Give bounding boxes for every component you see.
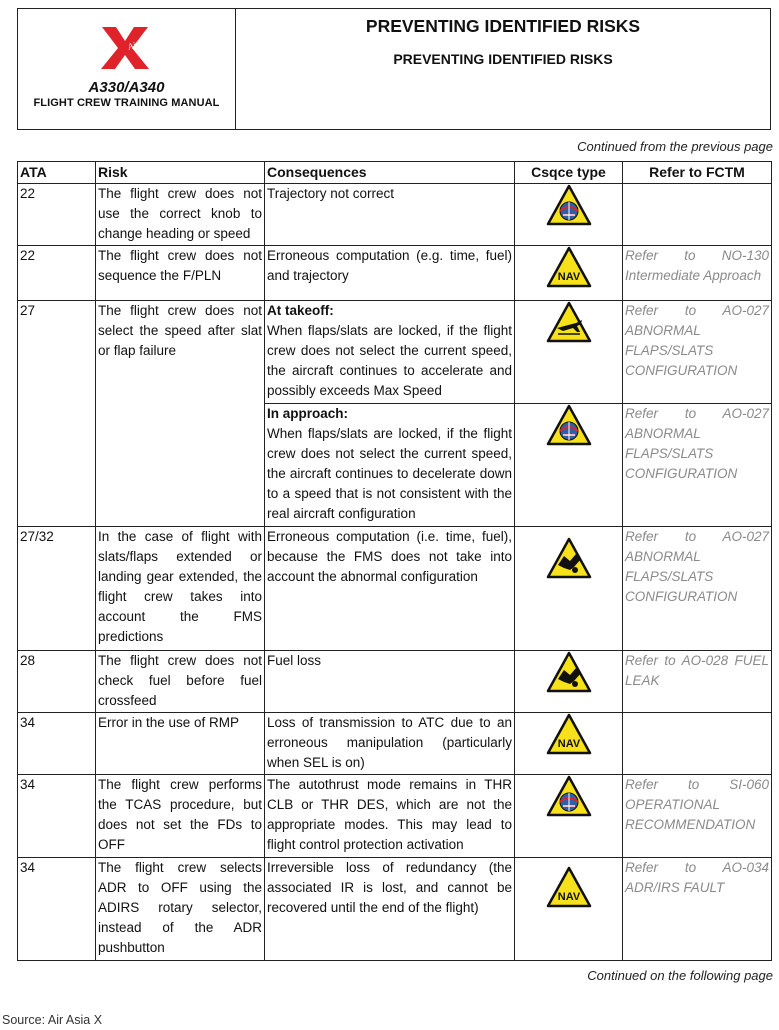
airasia-logo-icon bbox=[96, 23, 158, 73]
refer-cell: Refer to AO-027 ABNORMAL FLAPS/SLATS CONFIGURATION bbox=[623, 404, 772, 527]
risk-cell: The flight crew does not sequence the F/PLN bbox=[96, 246, 265, 301]
aircraft-overspeed-icon bbox=[546, 301, 592, 343]
consequence-cell: Erroneous computation (i.e. time, fuel), because the FMS does not take into account the abnormal configuration bbox=[265, 527, 515, 651]
ata-cell: 27 bbox=[18, 301, 96, 527]
globe-warning-icon bbox=[546, 404, 592, 446]
risk-cell: The flight crew does not check fuel before fuel crossfeed bbox=[96, 651, 265, 713]
table-row bbox=[18, 775, 772, 858]
refer-cell: Refer to AO-034 ADR/IRS FAULT bbox=[623, 858, 772, 961]
type-cell bbox=[515, 713, 623, 775]
globe-warning-icon bbox=[546, 184, 592, 226]
col-header-refer: Refer to FCTM bbox=[623, 162, 772, 184]
table-row bbox=[18, 858, 772, 961]
page-title: PREVENTING IDENTIFIED RISKS bbox=[365, 16, 641, 36]
ata-cell: 28 bbox=[18, 651, 96, 713]
refer-cell bbox=[623, 713, 772, 775]
consequence-cell bbox=[265, 404, 515, 527]
page-subtitle: PREVENTING IDENTIFIED RISKS bbox=[393, 51, 613, 67]
globe-warning-icon bbox=[546, 775, 592, 817]
consequence-text: When flaps/slats are locked, if the flight crew does not select the current speed, the aircraft continues to accelerate and possibly exceeds Max Speed bbox=[267, 323, 512, 398]
table-header-row bbox=[18, 162, 772, 184]
refer-cell: Refer to AO-027 ABNORMAL FLAPS/SLATS CONFIGURATION bbox=[623, 527, 772, 651]
consequence-text: When flaps/slats are locked, if the flight crew does not select the current speed, the aircraft continues to decelerate down to a speed that is not consistent with the real aircraft configuration bbox=[267, 426, 512, 521]
ata-cell: 27/32 bbox=[18, 527, 96, 651]
nav-warning-icon bbox=[546, 866, 592, 908]
risk-cell: Error in the use of RMP bbox=[96, 713, 265, 775]
refer-cell: Refer to AO-028 FUEL LEAK bbox=[623, 651, 772, 713]
type-cell bbox=[515, 527, 623, 651]
risks-table bbox=[17, 161, 772, 961]
refer-cell: Refer to AO-027 ABNORMAL FLAPS/SLATS CONFIGURATION bbox=[623, 301, 772, 404]
table-row bbox=[18, 246, 772, 301]
col-header-type: Csqce type bbox=[515, 162, 623, 184]
risk-cell: The flight crew does not use the correct knob to change heading or speed bbox=[96, 184, 265, 246]
fuel-drop-icon bbox=[546, 651, 592, 693]
aircraft-model: A330/A340 bbox=[88, 79, 165, 96]
document-header bbox=[17, 8, 771, 130]
consequence-cell: Erroneous computation (e.g. time, fuel) and trajectory bbox=[265, 246, 515, 301]
risk-cell: The flight crew does not select the speed after slat or flap failure bbox=[96, 301, 265, 527]
risk-cell: The flight crew performs the TCAS procedure, but does not set the FDs to OFF bbox=[96, 775, 265, 858]
ata-cell: 34 bbox=[18, 775, 96, 858]
consequence-cell bbox=[265, 301, 515, 404]
consequence-heading: At takeoff: bbox=[267, 303, 334, 318]
table-row bbox=[18, 184, 772, 246]
type-cell bbox=[515, 184, 623, 246]
table-row bbox=[18, 651, 772, 713]
type-cell bbox=[515, 246, 623, 301]
logo-box bbox=[18, 9, 236, 129]
logo-text: Air Asia bbox=[126, 32, 158, 52]
table-row bbox=[18, 527, 772, 651]
ata-cell: 34 bbox=[18, 858, 96, 961]
risk-cell: The flight crew selects ADR to OFF using the ADIRS rotary selector, instead of the ADR pushbutton bbox=[96, 858, 265, 961]
fuel-drop-icon bbox=[546, 537, 592, 579]
type-cell bbox=[515, 651, 623, 713]
ata-cell: 22 bbox=[18, 184, 96, 246]
table-row bbox=[18, 713, 772, 775]
consequence-cell: Trajectory not correct bbox=[265, 184, 515, 246]
continued-from-note: Continued from the previous page bbox=[577, 139, 773, 154]
type-cell bbox=[515, 301, 623, 404]
col-header-ata: ATA bbox=[18, 162, 96, 184]
risk-cell: In the case of flight with slats/flaps extended or landing gear extended, the flight crew takes into account the FMS predictions bbox=[96, 527, 265, 651]
consequence-cell: Fuel loss bbox=[265, 651, 515, 713]
col-header-consequences: Consequences bbox=[265, 162, 515, 184]
refer-cell: Refer to NO-130 Intermediate Approach bbox=[623, 246, 772, 301]
consequence-heading: In approach: bbox=[267, 406, 349, 421]
title-box bbox=[236, 9, 770, 129]
source-caption: Source: Air Asia X bbox=[2, 1013, 103, 1027]
continued-on-note: Continued on the following page bbox=[587, 968, 773, 983]
type-cell bbox=[515, 404, 623, 527]
col-header-risk: Risk bbox=[96, 162, 265, 184]
table-row bbox=[18, 301, 772, 404]
consequence-cell: The autothrust mode remains in THR CLB or THR DES, which are not the appropriate modes. This may lead to flight control protection activation bbox=[265, 775, 515, 858]
consequence-cell: Irreversible loss of redundancy (the associated IR is lost, and cannot be recovered until the end of the flight) bbox=[265, 858, 515, 961]
ata-cell: 34 bbox=[18, 713, 96, 775]
refer-cell bbox=[623, 184, 772, 246]
nav-warning-icon bbox=[546, 713, 592, 755]
nav-warning-icon bbox=[546, 246, 592, 288]
consequence-cell: Loss of transmission to ATC due to an erroneous manipulation (particularly when SEL is on) bbox=[265, 713, 515, 775]
type-cell bbox=[515, 858, 623, 961]
type-cell bbox=[515, 775, 623, 858]
manual-title: FLIGHT CREW TRAINING MANUAL bbox=[33, 97, 220, 109]
ata-cell: 22 bbox=[18, 246, 96, 301]
refer-cell: Refer to SI-060 OPERATIONAL RECOMMENDATION bbox=[623, 775, 772, 858]
